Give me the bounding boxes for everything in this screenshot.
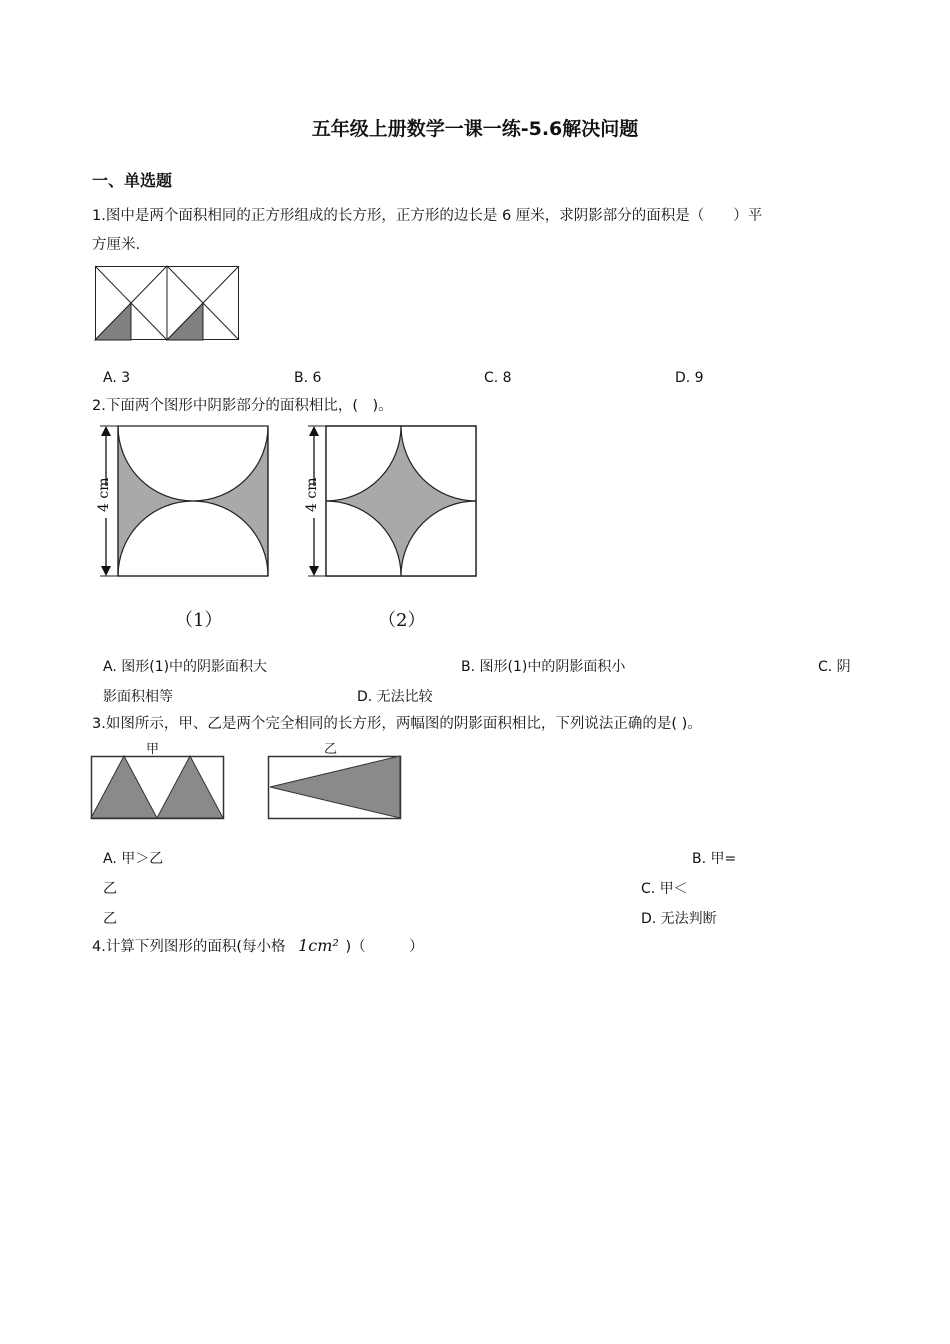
q3-label-jia: 甲 — [146, 742, 160, 757]
q4-text-after: )（ ） — [345, 939, 424, 955]
question-1-line-1: 1.图中是两个面积相同的正方形组成的长方形，正方形的边长是 6 厘米，求阴影部分的面积是（ ）平 — [92, 208, 763, 224]
q2-option-c[interactable]: C. 阴 — [818, 659, 851, 675]
q2-fig1-caption: （1） — [175, 610, 223, 631]
q2-option-d[interactable]: D. 无法比较 — [357, 689, 433, 705]
q3-option-b-continued: 乙 — [103, 881, 117, 897]
question-4-text — [92, 932, 424, 961]
question-3-figure-yi — [268, 756, 402, 820]
q3-option-a[interactable]: A. 甲＞乙 — [103, 851, 164, 867]
q2-option-a[interactable]: A. 图形(1)中的阴影面积大 — [103, 659, 268, 675]
q1-option-b[interactable]: B. 6 — [294, 370, 322, 386]
q1-option-c[interactable]: C. 8 — [484, 370, 512, 386]
q3-option-d[interactable]: D. 无法判断 — [641, 911, 717, 927]
question-2-figure-2 — [300, 424, 480, 584]
q3-label-yi: 乙 — [324, 742, 338, 757]
question-1-figure — [95, 266, 239, 340]
q2-option-b[interactable]: B. 图形(1)中的阴影面积小 — [461, 659, 626, 675]
question-1-line-2: 方厘米. — [92, 237, 141, 253]
page-title: 五年级上册数学一课一练-5.6解决问题 — [311, 118, 639, 140]
section-heading: 一、单选题 — [92, 171, 173, 190]
question-3-text: 3.如图所示，甲、乙是两个完全相同的长方形，两幅图的阴影面积相比，下列说法正确的是( )。 — [92, 716, 702, 732]
question-3-figure-jia — [91, 756, 225, 820]
q1-option-a[interactable]: A. 3 — [103, 370, 131, 386]
question-2-text: 2.下面两个图形中阴影部分的面积相比，( )。 — [92, 398, 393, 414]
question-2-figure-1 — [92, 424, 272, 584]
q2-option-c-continued: 影面积相等 — [103, 689, 173, 705]
q3-option-c[interactable]: C. 甲＜ — [641, 881, 688, 897]
q2-fig2-caption: （2） — [378, 610, 426, 631]
q4-unit: 1cm² — [298, 936, 339, 955]
q2-fig1-dimension-label: 4 cm — [96, 477, 112, 512]
q3-option-b[interactable]: B. 甲= — [692, 851, 737, 867]
q4-text-before: 4.计算下列图形的面积(每小格 — [92, 939, 286, 955]
q1-option-d[interactable]: D. 9 — [675, 370, 704, 386]
q3-option-c-continued: 乙 — [103, 911, 117, 927]
q2-fig2-dimension-label: 4 cm — [304, 477, 320, 512]
